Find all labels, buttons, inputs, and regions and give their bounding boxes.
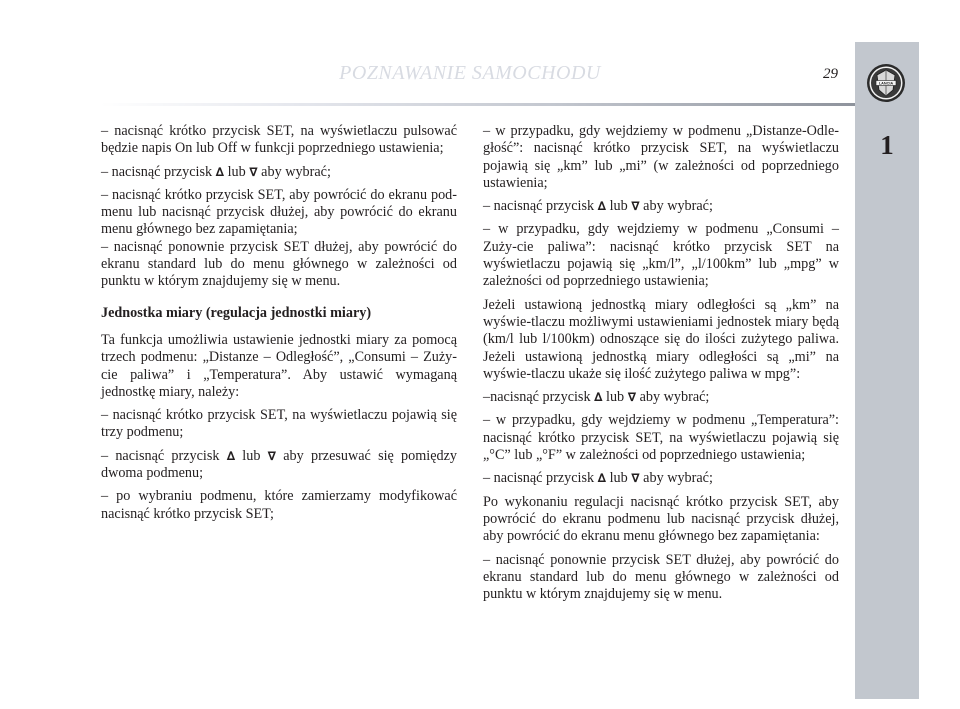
text-run: aby przesuwać się pomiędzy dwoma podmenu; <box>101 447 457 482</box>
text-run: lub <box>606 470 632 487</box>
paragraph: – nacisnąć ponownie przycisk SET dłużej, aby powrócić do ekranu standard lub do menu głównego w zależności od punktu w którym znajdujemy się w menu. <box>483 551 839 603</box>
paragraph: – nacisnąć krótko przycisk SET, na wyświetlaczu pojawią się trzy podmenu; <box>101 407 457 441</box>
paragraph: – nacisnąć krótko przycisk SET, na wyświetlaczu pulsować będzie napis On lub Off w funkcji poprzedniego ustawienia; <box>101 123 457 157</box>
paragraph: Jeżeli ustawioną jednostką miary odległości są „km” na wyświe-tlaczu możliwymi ustawieniami jednostek miary będą (km/l lub l/100km) odnoszące się do ilości zużytego paliwa. Jeżeli ustawioną jednostką miary odległości są „mi” na wyświe-tlaczu ukaże się ilość zużytego paliwa w mpg”: <box>483 296 839 382</box>
lancia-logo-icon <box>866 63 906 103</box>
text-run: lub <box>224 163 250 180</box>
down-triangle-icon: ∇ <box>267 448 277 463</box>
up-triangle-icon: ∆ <box>597 471 607 486</box>
up-triangle-icon: ∆ <box>597 199 607 214</box>
paragraph: – w przypadku, gdy wejdziemy w podmenu „Distanze-Odle-głość”: nacisnąć krótko przycisk SET, na wyświetlaczu pojawią się „km” lub „mi” (w zależności od poprzedniego ustawienia; <box>483 123 839 191</box>
paragraph: – nacisnąć ponownie przycisk SET dłużej, aby powrócić do ekranu standard lub do menu głównego w zależności od punktu w którym znajdujemy się w menu. <box>101 238 457 290</box>
chapter-number: 1 <box>880 130 894 160</box>
text-run: lub <box>602 389 628 406</box>
paragraph <box>483 198 839 215</box>
paragraph <box>483 389 839 406</box>
page-number: 29 <box>823 66 838 82</box>
up-triangle-icon: ∆ <box>215 164 225 179</box>
text-run: lub <box>235 447 268 464</box>
text-run: aby wybrać; <box>639 470 713 487</box>
paragraph <box>483 470 839 487</box>
text-run: aby wybrać; <box>257 163 331 180</box>
section-title: POZNAWANIE SAMOCHODU <box>339 62 601 84</box>
logo-text: LANCIA <box>878 81 894 86</box>
down-triangle-icon: ∇ <box>627 390 637 405</box>
header-rule <box>100 103 855 106</box>
paragraph: Ta funkcja umożliwia ustawienie jednostki miary za pomocą trzech podmenu: „Distanze – Odległość”, „Consumi – Zuży-cie paliwa” i „Temperatura”. Aby ustawić wymaganą jednostkę miary, należy: <box>101 331 457 400</box>
down-triangle-icon: ∇ <box>631 471 640 486</box>
paragraph <box>101 448 457 483</box>
text-run: lub <box>606 198 632 215</box>
paragraph: – po wybraniu podmenu, które zamierzamy modyfikować nacisnąć krótko przycisk SET; <box>101 488 457 522</box>
paragraph: – w przypadku, gdy wejdziemy w podmenu „Temperatura”: nacisnąć krótko przycisk SET, na wyświetlaczu pojawią się „°C” lub „°F” w zależności od poprzedniego ustawienia; <box>483 412 839 464</box>
watermark-text: carmanualsonline.info <box>560 678 761 700</box>
text-run: –nacisnąć przycisk <box>483 389 595 406</box>
text-run: – nacisnąć przycisk <box>101 163 216 180</box>
left-column <box>101 123 457 529</box>
paragraph <box>101 164 457 181</box>
up-triangle-icon: ∆ <box>594 390 603 405</box>
text-run: aby wybrać; <box>636 389 710 406</box>
right-column <box>483 123 839 609</box>
text-run: – nacisnąć przycisk <box>101 447 227 464</box>
paragraph: – w przypadku, gdy wejdziemy w podmenu „Consumi – Zuży-cie paliwa”: nacisnąć krótko przycisk SET na wyświetlaczu pojawią się „km/l”, „l/100km” lub „mpg” w zależności od poprzedniego ustawienia; <box>483 221 839 290</box>
text-run: aby wybrać; <box>639 198 713 215</box>
paragraph: – nacisnąć krótko przycisk SET, aby powrócić do ekranu pod-menu lub nacisnąć przycisk dłużej, aby powrócić do ekranu menu głównego bez zapamiętania; <box>101 186 457 238</box>
down-triangle-icon: ∇ <box>249 164 258 179</box>
text-run: – nacisnąć przycisk <box>483 198 598 215</box>
text-run: – nacisnąć przycisk <box>483 470 598 487</box>
down-triangle-icon: ∇ <box>631 199 640 214</box>
paragraph: Po wykonaniu regulacji nacisnąć krótko przycisk SET, aby powrócić do ekranu podmenu lub nacisnąć przycisk dłużej, aby powrócić do ekranu menu głównego bez zapamiętania: <box>483 493 839 545</box>
section-heading: Jednostka miary (regulacja jednostki miary) <box>101 304 372 321</box>
up-triangle-icon: ∆ <box>226 448 236 463</box>
